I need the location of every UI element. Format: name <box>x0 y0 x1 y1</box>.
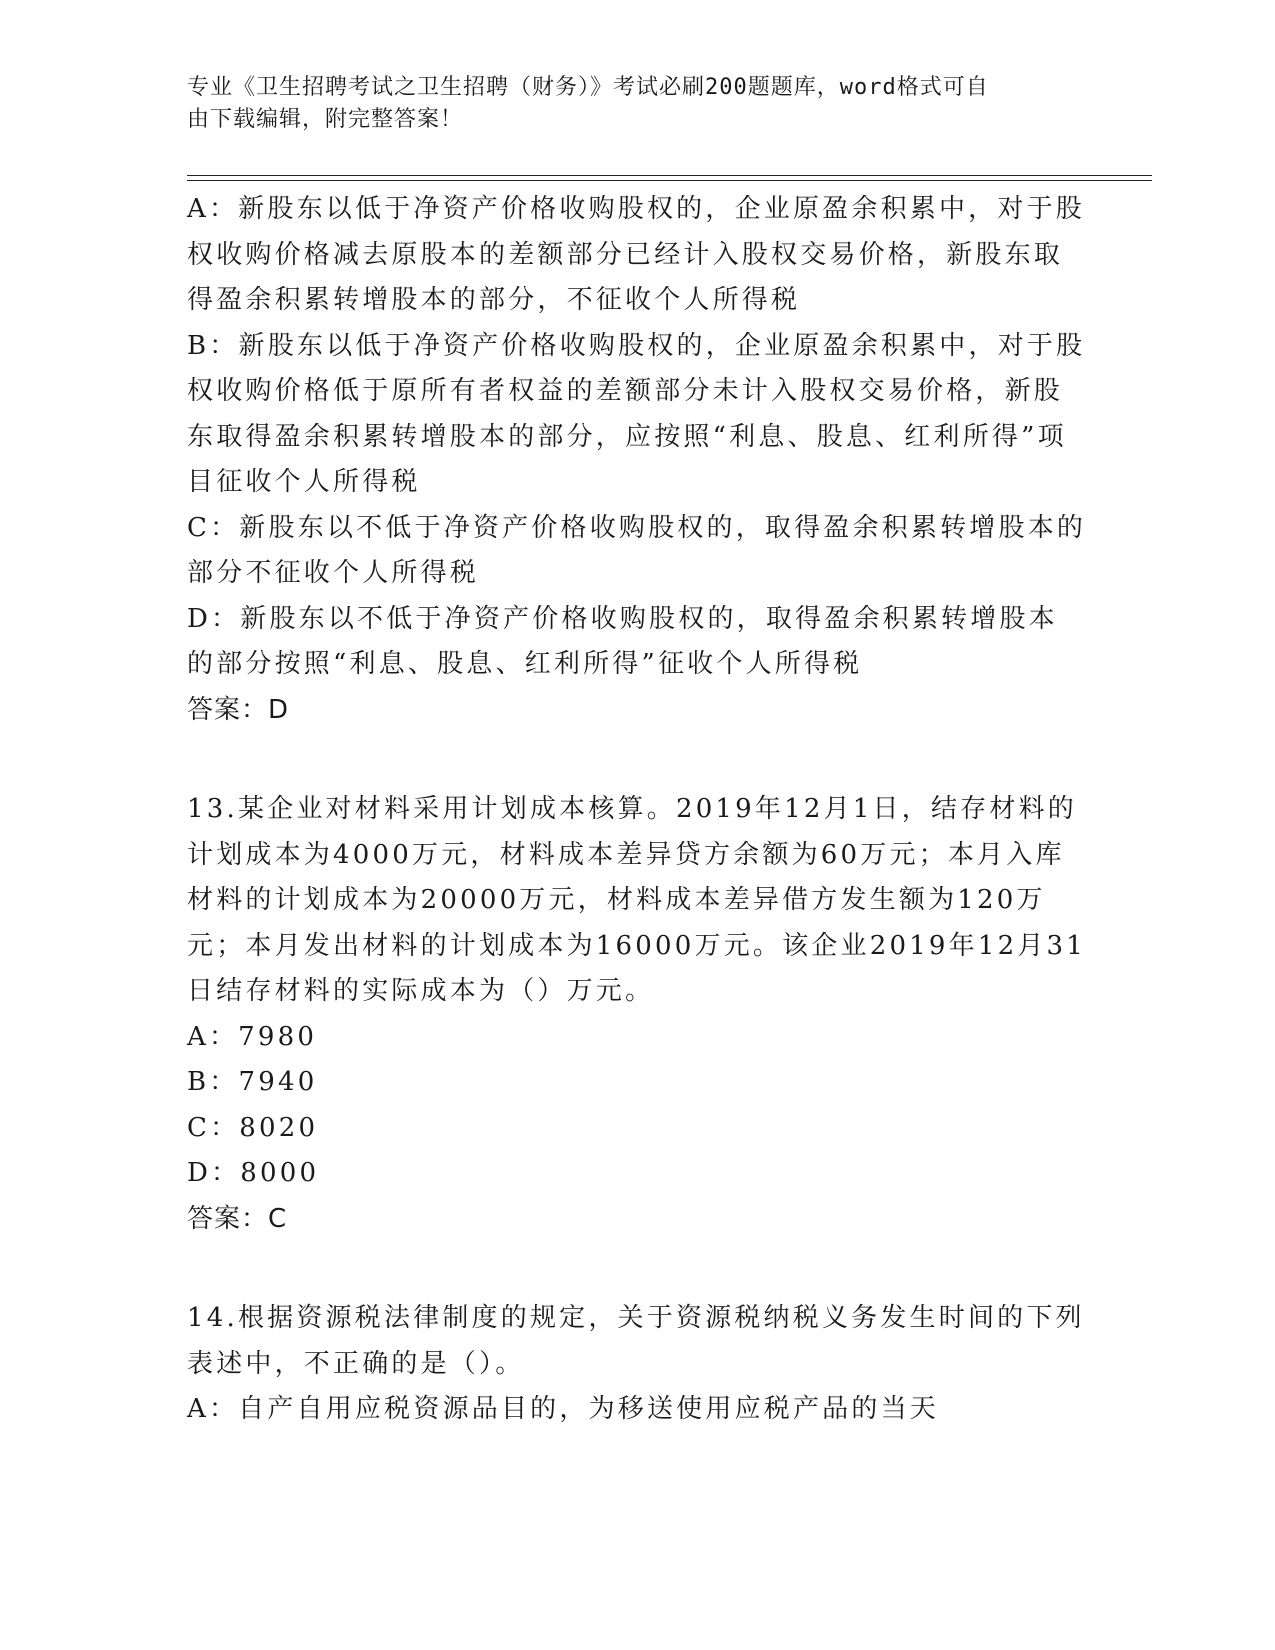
q13-answer: 答案：C <box>187 1203 288 1234</box>
header-rule-top <box>187 175 1152 176</box>
q14-stem: 14.根据资源税法律制度的规定，关于资源税纳税义务发生时间的下列表述中，不正确的是（）。 <box>187 1303 1085 1379</box>
q14-option-a: A：自产自用应税资源品目的，为移送使用应税产品的当天 <box>187 1394 939 1424</box>
document-body <box>187 187 1087 1433</box>
header-line-2: 由下载编辑，附完整答案！ <box>187 107 464 132</box>
header-rule-bottom <box>187 180 1152 181</box>
q12-option-d: D：新股东以不低于净资产价格收购股权的，取得盈余积累转增股本的部分按照“利息、股息、红利所得”征收个人所得税 <box>187 603 1058 679</box>
q12-option-c: C：新股东以不低于净资产价格收购股权的，取得盈余积累转增股本的部分不征收个人所得税 <box>187 512 1087 588</box>
question-13 <box>187 787 1087 1242</box>
q12-option-a: A：新股东以低于净资产价格收购股权的，企业原盈余积累中，对于股权收购价格减去原股本的差额部分已经计入股权交易价格，新股东取得盈余积累转增股本的部分，不征收个人所得税 <box>187 194 1085 315</box>
header-line-1: 专业《卫生招聘考试之卫生招聘（财务）》考试必刷200题题库，word格式可自 <box>187 75 989 100</box>
document-header <box>187 72 1067 136</box>
q12-answer: 答案：D <box>187 694 290 725</box>
question-14 <box>187 1296 1087 1433</box>
spacer <box>187 733 1087 787</box>
q12-option-b: B：新股东以低于净资产价格收购股权的，企业原盈余积累中，对于股权收购价格低于原所有者权益的差额部分未计入股权交易价格，新股东取得盈余积累转增股本的部分，应按照“利息、股息、红利所得”项目征收个人所得税 <box>187 330 1086 497</box>
q13-stem: 13.某企业对材料采用计划成本核算。2019年12月1日，结存材料的计划成本为4000万元，材料成本差异贷方余额为60万元；本月入库材料的计划成本为20000万元，材料成本差异借方发生额为120万元；本月发出材料的计划成本为16000万元。该企业2019年12月31日结存材料的实际成本为（）万元。 <box>187 794 1087 1006</box>
q13-option-d: D：8000 <box>187 1158 320 1188</box>
q13-option-c: C：8020 <box>187 1112 319 1143</box>
question-12 <box>187 187 1087 733</box>
q13-option-a: A：7980 <box>187 1021 318 1052</box>
spacer <box>187 1242 1087 1296</box>
q13-option-b: B：7940 <box>187 1067 318 1097</box>
